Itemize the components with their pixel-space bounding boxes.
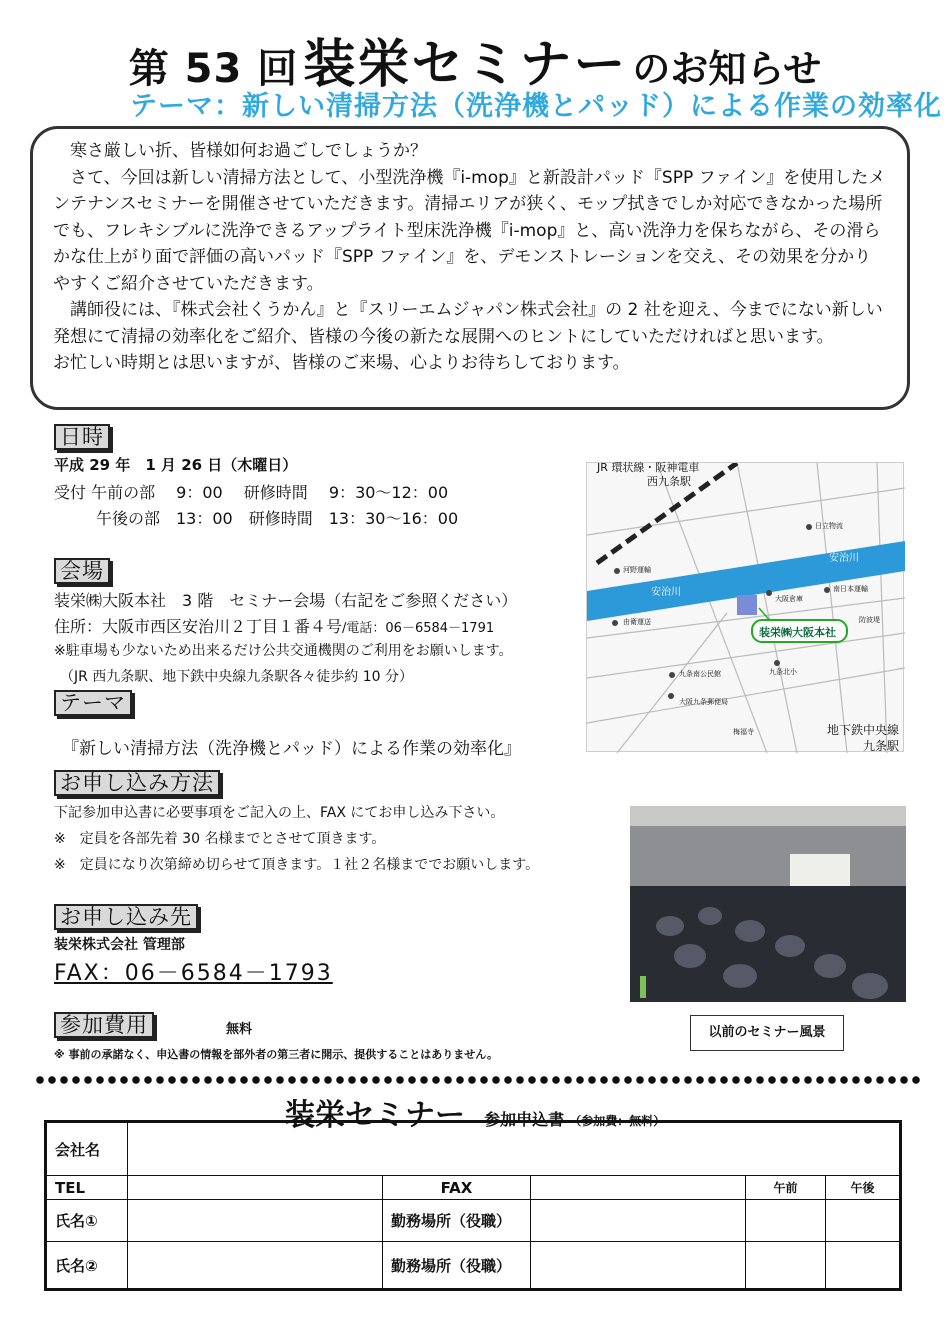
form-title-note: （参加費：無料） [569,1114,666,1128]
am-label: 午前 [746,1176,826,1200]
application-form-table [44,1120,902,1291]
cut-line-separator [34,1074,920,1086]
name2-field[interactable] [128,1242,383,1290]
venue-place: 装栄㈱大阪本社 3 階 セミナー会場（右記をご参照ください） [54,591,518,610]
dept1-field[interactable] [531,1200,746,1242]
venue-address [54,614,494,637]
theme-heading: テーマ [54,690,132,716]
map-company-label: 装栄㈱大阪本社 [759,626,836,639]
apply-method-line: ※ 定員を各部先着 30 名様までとさせて頂きます。 [54,831,386,847]
apply-method-line: 下記参加申込書に必要事項をご記入の上、FAX にてお申し込み下さい。 [54,805,505,821]
greeting-paragraph: お忙しい時期とは思いますが、皆様のご来場、心よりお待ちしております。 [53,353,630,373]
name1-am-checkbox[interactable] [746,1200,826,1242]
theme-text: 『新しい清掃方法（洗浄機とパッド）による作業の効率化』 [62,739,521,759]
map-landmark: 防波堤 [859,616,880,624]
photo-caption: 以前のセミナー風景 [690,1015,844,1051]
tel-field[interactable] [128,1176,383,1200]
map-landmark: 九条北小 [769,668,797,676]
dept2-field[interactable] [531,1242,746,1290]
apply-method-heading: お申し込み方法 [54,770,220,796]
pm-label: 午後 [826,1176,901,1200]
dept1-label: 勤務場所（役職） [383,1200,531,1242]
fax-label: FAX [383,1176,531,1200]
map-landmark: 河野運輸 [623,566,651,574]
seminar-photo [630,806,906,1002]
company-building-marker [737,595,757,615]
name1-field[interactable] [128,1200,383,1242]
fee-heading: 参加費用 [54,1012,154,1038]
greeting-paragraph: 寒さ厳しい折、皆様如何お過ごしでしょうか？ [53,141,427,161]
apply-to-fax: FAX：06－6584－1793 [54,961,333,986]
map-landmark: 日立物流 [815,522,843,530]
map-landmark: 由衛運送 [623,618,651,626]
greeting-paragraph: 講師役には、『株式会社くうかん』と『スリーエムジャパン株式会社』の 2 社を迎え、今までにない新しい発想にて清掃の効率化をご紹介、皆様の今後の新たな展開へのヒントにしていただければと思います。 [53,300,883,347]
map-river-label: 安治川 [651,587,681,598]
map-landmark: 大阪倉庫 [775,595,803,603]
name1-pm-checkbox[interactable] [826,1200,901,1242]
map-landmark: 九条南公民館 [679,670,721,678]
access-map [586,462,904,752]
venue-access-note: （JR 西九条駅、地下鉄中央線九条駅各々徒歩約 10 分） [60,669,414,685]
venue-note: ※駐車場も少ないため出来るだけ公共交通機関のご利用をお願いします。 [54,643,513,659]
name1-label: 氏名① [46,1200,128,1242]
name2-label: 氏名② [46,1242,128,1290]
map-station-top: JR 環状線・阪神電車 [597,461,700,474]
form-title-main: 装栄セミナー [285,1098,465,1133]
map-station-bottom: 地下鉄中央線 [826,723,899,737]
map-station-top-name: 西九条駅 [647,475,691,488]
map-landmark: 南日本運輸 [833,585,868,593]
map-landmark: 梅福寺 [733,728,754,736]
apply-to-company: 装栄株式会社 管理部 [54,937,185,953]
map-landmark: 大阪九条郵便局 [679,698,728,706]
title-main: 装栄セミナー [303,35,628,95]
map-river-label: 安治川 [829,553,859,564]
venue-address-text: 住所：大阪市西区安治川２丁目１番４号 [54,617,343,636]
map-drawing [587,463,905,753]
apply-to-heading: お申し込み先 [54,904,198,930]
venue-phone: /電話：06－6584－1791 [342,621,495,636]
title-suffix: のお知らせ [632,47,822,91]
title-prefix: 第 53 回 [128,46,299,92]
fee-value: 無料 [226,1022,253,1037]
greeting-box [30,126,910,410]
map-station-bottom-name: 九条駅 [862,739,899,753]
seminar-photo-drawing [630,806,906,1002]
form-title-sub: 参加申込書 [484,1110,565,1129]
company-name-field[interactable] [128,1122,901,1176]
schedule-heading: 日時 [54,424,110,450]
tel-label: TEL [46,1176,128,1200]
schedule-morning: 受付 午前の部 9：00 研修時間 9：30～12：00 [54,483,449,502]
venue-heading: 会場 [54,558,110,584]
page-subtitle: テーマ：新しい清掃方法（洗浄機とパッド）による作業の効率化 [130,91,942,122]
schedule-date: 平成 29 年 1 月 26 日（木曜日） [54,456,298,474]
privacy-note: ※ 事前の承諾なく、申込書の情報を部外者の第三者に開示、提供することはありません。 [54,1048,498,1061]
dept2-label: 勤務場所（役職） [383,1242,531,1290]
company-name-label: 会社名 [46,1122,128,1176]
fax-field[interactable] [531,1176,746,1200]
schedule-afternoon: 午後の部 13：00 研修時間 13：30～16：00 [96,509,459,528]
greeting-paragraph: さて、今回は新しい清掃方法として、小型洗浄機『i-mop』と新設計パッド『SPP ファイン』を使用したメンテナンスセミナーを開催させていただきます。清掃エリアが狭く、モップ拭きでしか対応できなかった場所でも、フレキシブルに洗浄できるアップライト型床洗浄機『i-mop』と、高い洗浄力を保ちながら、その滑らかな仕上がり面で評価の高いパッド『SPP ファイン』を、デモンストレーションを交え、その効果を分かりやすくご紹介させていただきます。 [53,167,886,294]
apply-method-line: ※ 定員になり次第締め切らせて頂きます。１社２名様まででお願いします。 [54,857,540,873]
name2-pm-checkbox[interactable] [826,1242,901,1290]
name2-am-checkbox[interactable] [746,1242,826,1290]
